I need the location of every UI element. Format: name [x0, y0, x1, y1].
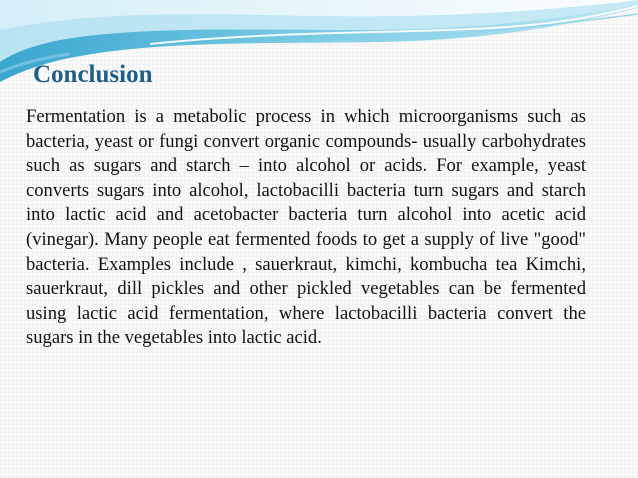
slide-title: Conclusion [33, 61, 153, 88]
slide-body-text: Fermentation is a metabolic process in which microorganisms such as bacteria, yeast or fungi convert organic compounds- usually carbohydrates such as sugars and starch – into alcohol or acids. For example, yeast converts sugars into alcohol, lactobacilli bacteria turn sugars and starch into lactic acid and acetobacter bacteria turn alcohol into acetic acid (vinegar). Many people eat fermented foods to get a supply of live "good" bacteria. Examples include , sauerkraut, kimchi, kombucha tea Kimchi, sauerkraut, dill pickles and other pickled vegetables can be fermented using lactic acid fermentation, where lactobacilli bacteria convert the sugars in the vegetables into lactic acid. [26, 106, 586, 349]
